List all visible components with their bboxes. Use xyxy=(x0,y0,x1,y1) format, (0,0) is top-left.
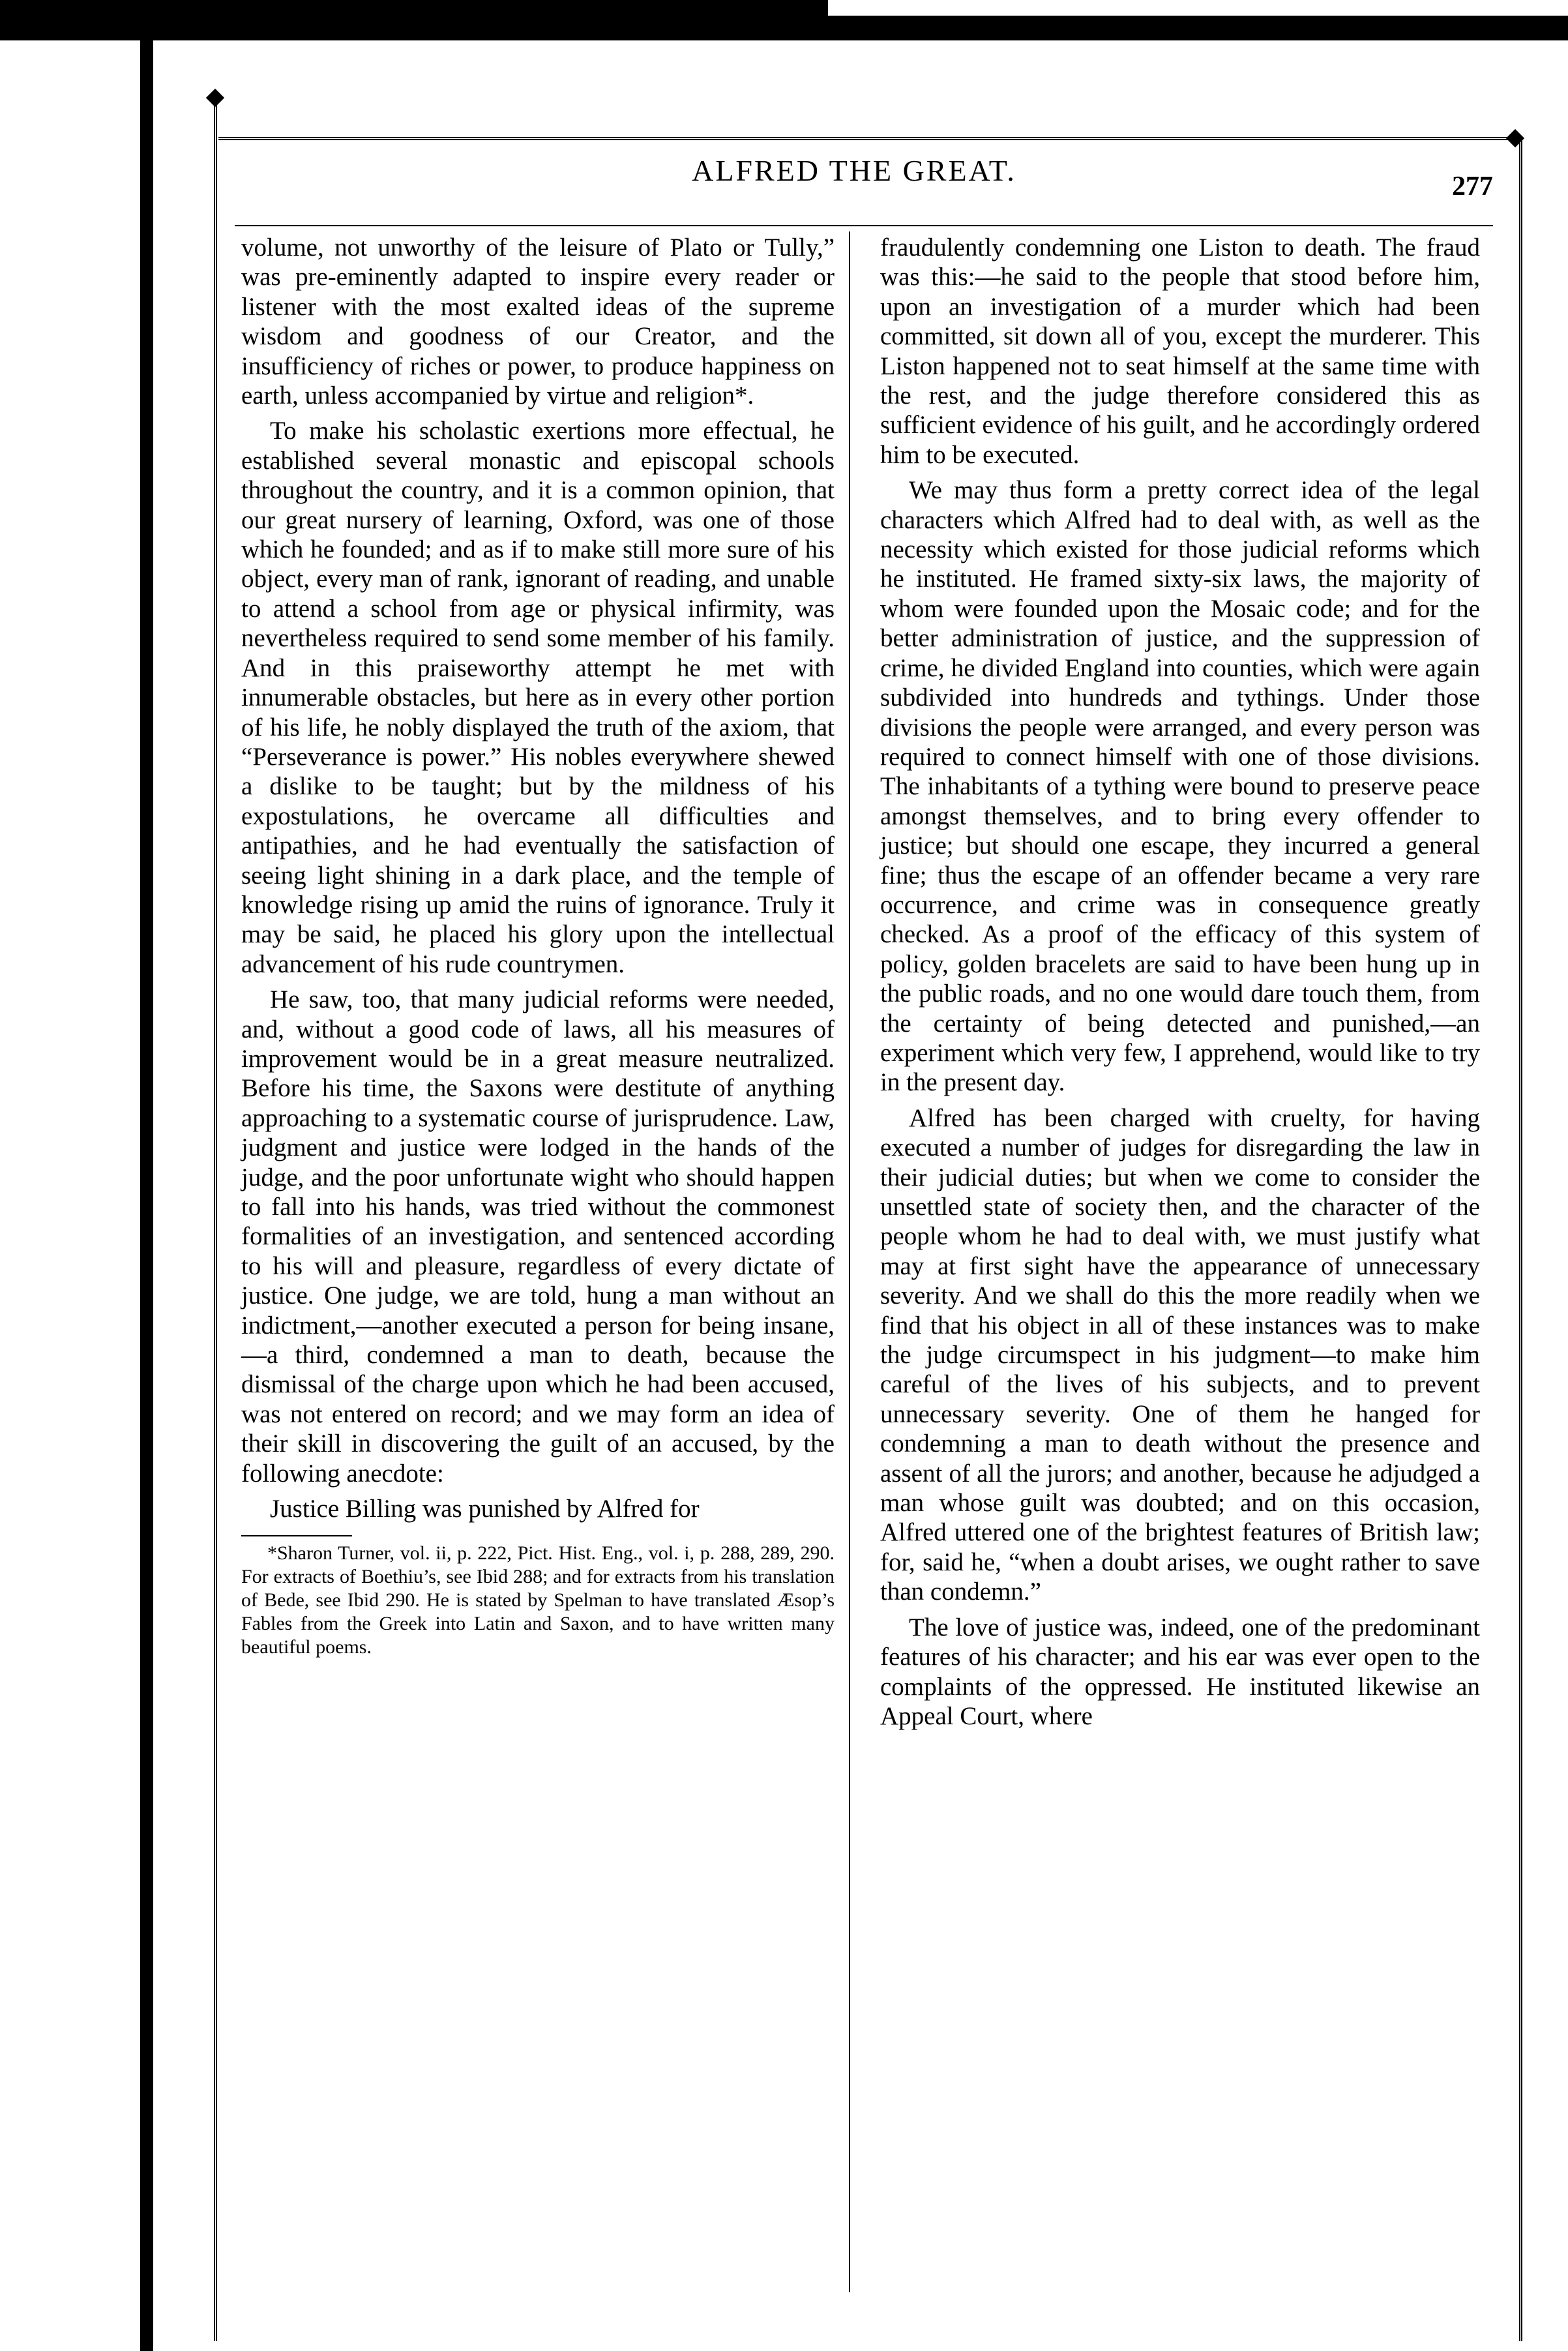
page-frame-top xyxy=(218,137,1516,144)
left-column xyxy=(241,233,835,1659)
paragraph: We may thus form a pretty correct idea of the legal characters which Alfred had to deal with, as well as the necessity which existed for those judicial reforms which he instituted. He framed sixty-six laws, the majority of whom were founded upon the Mosaic code; and for the better administration of justice, and the suppression of crime, he divided England into counties, which were again subdivided into hundreds and tythings. Under those divisions the people were arranged, and every person was required to connect himself with one of those divisions. The inhabitants of a tything were bound to preserve peace amongst themselves, and to bring every offender to justice; but should one escape, they incurred a general fine; thus the escape of an offender became a very rare occurrence, and crime was in consequence greatly checked. As a proof of the efficacy of this system of policy, golden bracelets are said to have been hung up in the public roads, and no one would dare touch them, from the certainty of being detected and punished,—an experiment which very few, I apprehend, would like to try in the present day. xyxy=(880,476,1480,1097)
paragraph: The love of justice was, indeed, one of the predominant features of his character; and his ear was ever open to the complaints of the oppressed. He instituted likewise an Appeal Court, where xyxy=(880,1613,1480,1730)
footnote-rule xyxy=(241,1535,352,1536)
header-rule xyxy=(235,225,1493,226)
paragraph: volume, not unworthy of the leisure of Plato or Tully,” was pre-eminently adapted to inspire every reader or listener with the most exalted ideas of the supreme wisdom and goodness of our Creator, and the insufficiency of riches or power, to produce happiness on earth, unless accompanied by virtue and religion*. xyxy=(241,233,835,410)
right-column xyxy=(880,233,1480,1731)
page-frame-left xyxy=(214,98,221,2341)
page-frame-right xyxy=(1519,137,1526,2341)
paragraph: He saw, too, that many judicial reforms were needed, and, without a good code of laws, all his measures of improvement would be in a great measure neutralized. Before his time, the Saxons were destitute of anything approaching to a systematic course of jurisprudence. Law, judgment and justice were lodged in the hands of the judge, and the poor unfortunate wight who should happen to fall into his hands, was tried without the commonest formalities of an investigation, and sentenced according to his will and pleasure, regardless of every dictate of justice. One judge, we are told, hung a man without an indictment,—another executed a person for being insane,—a third, condemned a man to death, because the dismissal of the charge upon which he had been accused, was not entered on record; and we may form an idea of their skill in discovering the guilt of an accused, by the following anecdote: xyxy=(241,985,835,1488)
scan-binding-shadow xyxy=(140,40,153,2351)
column-divider xyxy=(849,232,850,2292)
scan-left-margin xyxy=(0,40,140,2351)
running-title: ALFRED THE GREAT. xyxy=(692,154,1016,187)
page-number: 277 xyxy=(1452,172,1493,202)
paragraph: Alfred has been charged with cruelty, for having executed a number of judges for disregarding the law in their judicial duties; but when we come to consider the unsettled state of society then, and the character of the people whom he had to deal with, we must justify what may at first sight have the appearance of unnecessary severity. And we shall do this the more readily when we find that his object in all of these instances was to make the judge circumspect in his judgment—to make him careful of the lives of his subjects, and to prevent unnecessary severity. One of them he hanged for condemning a man to death without the presence and assent of all the jurors; and another, because he adjudged a man whose guilt was doubted; and on this occasion, Alfred uttered one of the brightest features of British law; for, said he, “when a doubt arises, we ought rather to save than condemn.” xyxy=(880,1103,1480,1606)
paragraph: Justice Billing was punished by Alfred for xyxy=(270,1495,700,1523)
scan-top-edge xyxy=(828,0,1568,16)
paragraph: To make his scholastic exertions more effectual, he established several monastic and episcopal schools throughout the country, and it is a common opinion, that our great nursery of learning, Oxford, was one of those which he founded; and as if to make still more sure of his object, every man of rank, ignorant of reading, and unable to attend a school from age or physical infirmity, was nevertheless required to send some member of his family. And in this praiseworthy attempt he met with innumerable obstacles, but here as in every other portion of his life, he nobly displayed the truth of the axiom, that “Perseverance is power.” His nobles everywhere shewed a dislike to be taught; but by the mildness of his expostulations, he overcame all difficulties and antipathies, and he had eventually the satisfaction of seeing light shining in a dark place, and the temple of knowledge rising up amid the ruins of ignorance. Truly it may be said, he placed his glory upon the intellectual advancement of his rude countrymen. xyxy=(241,417,835,978)
footnote: *Sharon Turner, vol. ii, p. 222, Pict. Hist. Eng., vol. i, p. 288, 289, 290. For extracts of Boethiu’s, see Ibid 288; and for extracts from his translation of Bede, see Ibid 290. He is stated by Spelman to have translated Æsop’s Fables from the Greek into Latin and Saxon, and to have written many beautiful poems. xyxy=(241,1542,835,1658)
paragraph: fraudulently condemning one Liston to death. The fraud was this:—he said to the people that stood before him, upon an investigation of a murder which had been committed, sit down all of you, except the murderer. This Liston happened not to seat himself at the same time with the rest, and the judge therefore considered this as sufficient evidence of his guilt, and he accordingly ordered him to be executed. xyxy=(880,233,1480,469)
